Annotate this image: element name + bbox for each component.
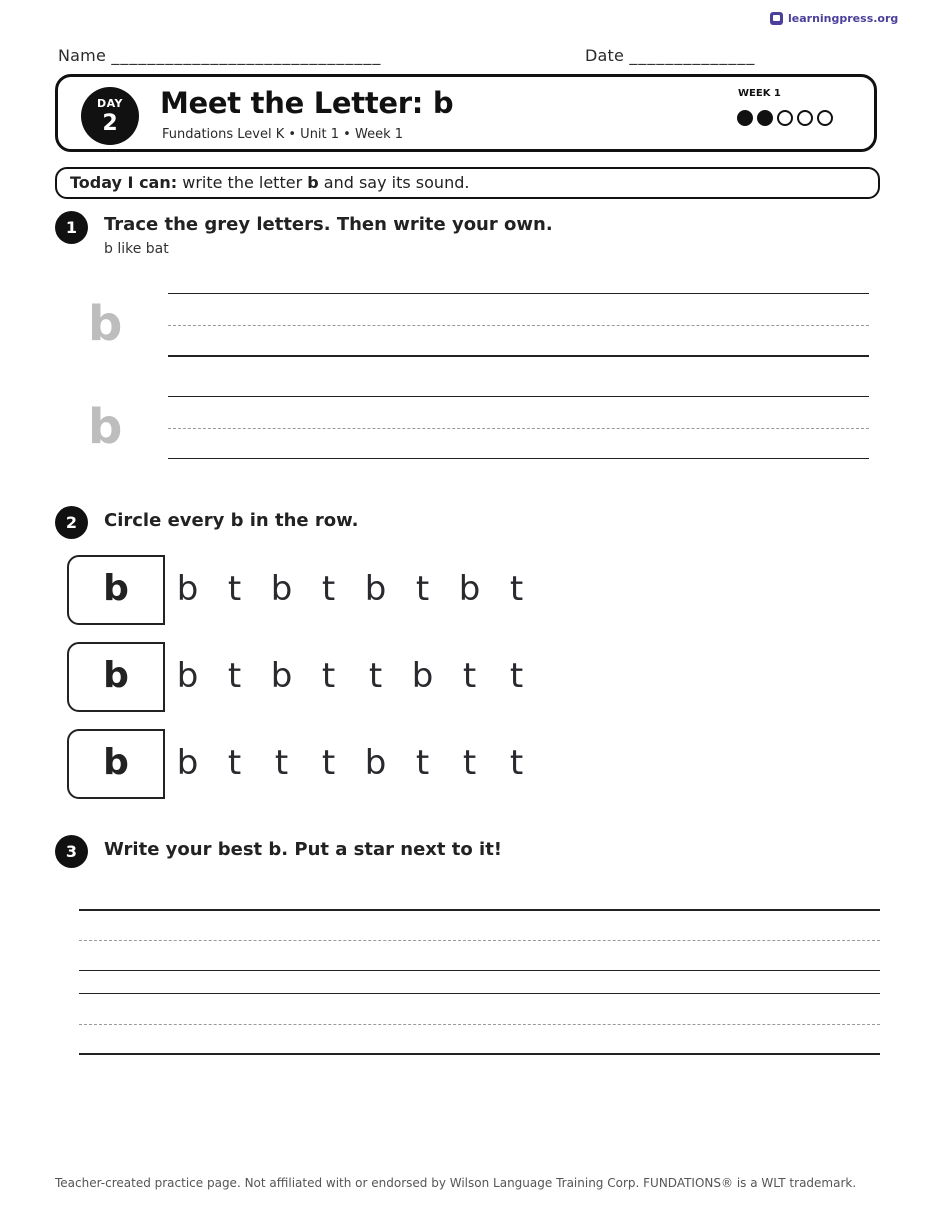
page-title: Meet the Letter: b <box>160 86 454 120</box>
step-1-subtitle: b like bat <box>104 241 169 257</box>
brand-link[interactable] <box>770 12 898 25</box>
today-lead: Today I can: <box>70 173 178 192</box>
writing-line-mid <box>168 325 869 326</box>
circle-choice-letter[interactable]: t <box>509 656 524 696</box>
today-pre: write the letter <box>177 173 308 192</box>
circle-choice-letter[interactable]: b <box>176 569 199 609</box>
trace-letter: b <box>88 399 123 455</box>
circle-choice-letter[interactable]: b <box>270 656 293 696</box>
circle-choice-letter[interactable]: b <box>364 569 387 609</box>
writing-line-top <box>168 293 869 294</box>
progress-dot-empty <box>797 110 813 126</box>
brand-text: learningpress.org <box>788 12 899 25</box>
today-letter: b <box>307 173 319 192</box>
writing-line-base[interactable] <box>168 355 869 357</box>
circle-choice-letter[interactable]: t <box>227 743 242 783</box>
circle-choice-letter[interactable]: b <box>176 743 199 783</box>
trace-letter: b <box>88 296 123 352</box>
circle-choice-letter[interactable]: t <box>509 743 524 783</box>
circle-choice-letter[interactable]: t <box>368 656 383 696</box>
writing-line-base[interactable] <box>79 970 880 971</box>
circle-choice-letter[interactable]: t <box>227 656 242 696</box>
circle-choice-letter[interactable]: t <box>321 569 336 609</box>
progress-dot-empty <box>817 110 833 126</box>
circle-choice-letter[interactable]: t <box>321 656 336 696</box>
step-2-number: 2 <box>55 506 88 539</box>
book-icon <box>770 12 783 25</box>
progress-dot-filled <box>757 110 773 126</box>
day-label: DAY <box>96 97 124 110</box>
writing-line-base[interactable] <box>168 458 869 459</box>
circle-choice-letter[interactable]: t <box>509 569 524 609</box>
date-blank: ______________ <box>629 46 756 65</box>
date-field[interactable] <box>585 46 755 65</box>
circle-choice-letter[interactable]: t <box>274 743 289 783</box>
circle-choice-letter[interactable]: t <box>321 743 336 783</box>
circle-choice-letter[interactable]: b <box>176 656 199 696</box>
writing-line-mid <box>79 940 880 941</box>
day-number: 2 <box>102 111 118 136</box>
circle-choice-letter[interactable]: t <box>227 569 242 609</box>
step-1-title: Trace the grey letters. Then write your own. <box>104 214 553 235</box>
week-label: WEEK 1 <box>738 88 781 99</box>
footer-note: Teacher-created practice page. Not affiliated with or endorsed by Wilson Language Training Corp. FUNDATIONS® is a WLT trademark. <box>55 1176 857 1190</box>
progress-dot-filled <box>737 110 753 126</box>
date-label: Date <box>585 46 625 65</box>
page-subtitle: Fundations Level K • Unit 1 • Week 1 <box>162 127 403 142</box>
step-3-number: 3 <box>55 835 88 868</box>
writing-line-mid <box>168 428 869 429</box>
circle-choice-letter[interactable]: b <box>411 656 434 696</box>
circle-choice-letter[interactable]: b <box>270 569 293 609</box>
circle-choice-letter[interactable]: t <box>462 656 477 696</box>
name-label: Name <box>58 46 107 65</box>
circle-choice-letter[interactable]: t <box>415 569 430 609</box>
target-letter-box: b <box>67 555 165 625</box>
week-progress <box>737 110 833 126</box>
circle-choice-letter[interactable]: b <box>364 743 387 783</box>
writing-line-top <box>79 909 880 911</box>
circle-choice-letter[interactable]: b <box>458 569 481 609</box>
target-letter-box: b <box>67 729 165 799</box>
writing-line-base[interactable] <box>79 1053 880 1055</box>
target-letter-box: b <box>67 642 165 712</box>
circle-choice-letter[interactable]: t <box>462 743 477 783</box>
step-2-title: Circle every b in the row. <box>104 510 359 531</box>
writing-line-top <box>79 993 880 994</box>
writing-line-mid <box>79 1024 880 1025</box>
day-badge <box>81 87 139 145</box>
today-banner <box>55 167 880 199</box>
name-field[interactable] <box>58 46 381 65</box>
writing-line-top <box>168 396 869 397</box>
name-blank: ______________________________ <box>111 46 382 65</box>
step-1-number: 1 <box>55 211 88 244</box>
circle-choice-letter[interactable]: t <box>415 743 430 783</box>
step-3-title: Write your best b. Put a star next to it! <box>104 839 503 860</box>
today-post: and say its sound. <box>318 173 470 192</box>
progress-dot-empty <box>777 110 793 126</box>
